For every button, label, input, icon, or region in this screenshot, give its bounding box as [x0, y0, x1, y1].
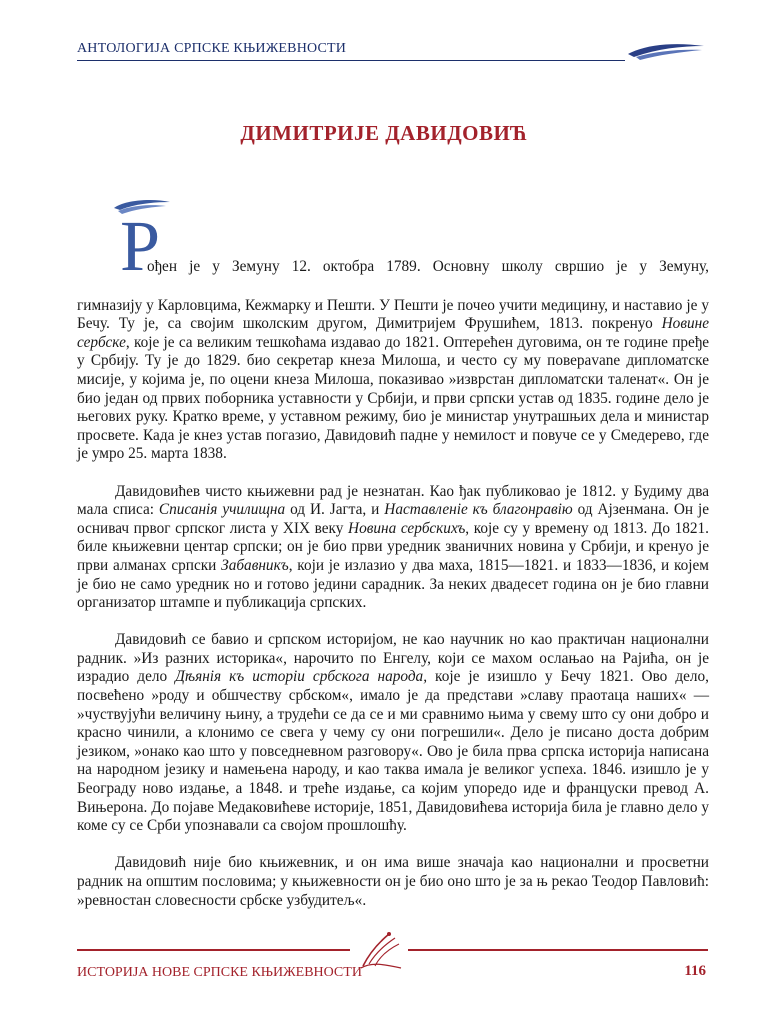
text-run: , које су у времену од 1813. До 1821. биле књижевни центар српски; он је био први уредник званичних новина у Србији, и кренуо је први алманах српски [77, 519, 709, 574]
text-run: , који је излазио у два маха, 1815—1821. и 1833—1836, и којем је био не само уредник но и готово једини сарадник. За неких двадесет година он је био главни организатор штампе и публикација српских. [77, 556, 709, 612]
paragraph [77, 483, 709, 613]
italic-title: Забавникъ [221, 556, 289, 574]
flourish-ornament-icon [355, 928, 405, 972]
italic-title: Списанія училищна [158, 501, 286, 519]
paragraph-first-line: ођен је у Земуну 12. октобра 1789. Основну школу свршио је у Земуну, [147, 258, 709, 275]
paragraph [77, 258, 709, 464]
italic-title: Новине сербске [77, 315, 709, 351]
paragraph [77, 854, 709, 910]
italic-title: Дѣянія къ исторіи србскога народа, [175, 668, 428, 686]
footer-rule-right [408, 949, 708, 951]
text-run: које је изишло у Бечу 1821. Ово дело, посвећено »роду и обшчеству србском«, имало је да представи »славу праотаца наших« — »чуствујући величину њину, а трудећи се да се и ми сравнимо њима у свему што су они добро и красно чинили, а клонимо се свега у чему су они погрешили«. Дело је писано доста добрим језиком, »онако као што у повседневном разговору«. Ово је била прва српска историја написана на народном језику и намењена народу, и као таква имала је великог успеха. 1846. изишло је у Београду ново издање, а 1848. и треће издање, са којим упоредо иде и француски превод А. Вињерона. До појаве Медаковићеве историје, 1851, Давидовићева историја била је главно дело у коме су се Срби упознавали са својом прошлошћу. [77, 668, 710, 835]
svg-text:Р: Р [120, 206, 161, 278]
italic-title: Новина сербскихъ [348, 519, 466, 537]
text-run: од И. Јагта, и [285, 501, 385, 519]
footer-rule-left [77, 949, 350, 951]
footer-running-title: ИСТОРИЈА НОВЕ СРПСКЕ КЊИЖЕВНОСТИ [77, 965, 362, 980]
swoosh-ornament-icon [626, 40, 706, 62]
article-body [77, 258, 709, 929]
text-run: Давидовић се бавио и српском историјом, не као научник но као практичан национални радник. »Из разних историка«, нарочито по Енгелу, који се махом ослањао на Рајића, он је израдио дело [77, 631, 709, 686]
chapter-title: ДИМИТРИЈЕ ДАВИДОВИЋ [240, 121, 528, 145]
header-running-title: АНТОЛОГИЈА СРПСКЕ КЊИЖЕВНОСТИ [77, 41, 347, 56]
italic-title: Наставленіе къ благонравію [384, 501, 573, 519]
text-run: , које је са великим тешкоћама издавао до 1821. Оптерећен дуговима, он те године пређе у Србију. Ту је до 1829. био секретар кнеза Милоша, и често су му поверavane дипломатске мисије, у којима је, по оцени кнеза Милоша, показивао »изврстан дипломатски таленат«. Он је био један од првих поборника уставности у Србији, и први српски устав од 1835. године дело је његових руку. Кратко време, у уставном режиму, био је министар унутрашњих дела и министар просвете. Када је кнез устав погазио, Давидовић падне у немилост и повуче се у Смедерево, где је умро 25. марта 1838. [77, 333, 709, 463]
text-run: од Ајзенмана. Он је оснивач првог српског листа у XIX веку [77, 501, 710, 537]
paragraph [77, 631, 709, 836]
text-run: гимназију у Карловцима, Кежмарку и Пешти. У Пешти је почео учити медицину, и наставио је у Бечу. Ту је, са својим школским другом, Димитријем Фрушићем, 1813. покренуо [77, 296, 709, 333]
text-run: Давидовић није био књижевник, и он има више значаја као национални и просветни радник на општим пословима; у књижевности он је био оно што је за њ рекао Теодор Павловић: »ревностан словесности србске узбудитељ«. [77, 854, 709, 909]
text-run: Давидовићев чисто књижевни рад је незнатан. Као ђак публиковао је 1812. у Будиму два мала списа: [77, 482, 709, 519]
page-number: 116 [684, 963, 706, 979]
header-rule [77, 60, 625, 61]
